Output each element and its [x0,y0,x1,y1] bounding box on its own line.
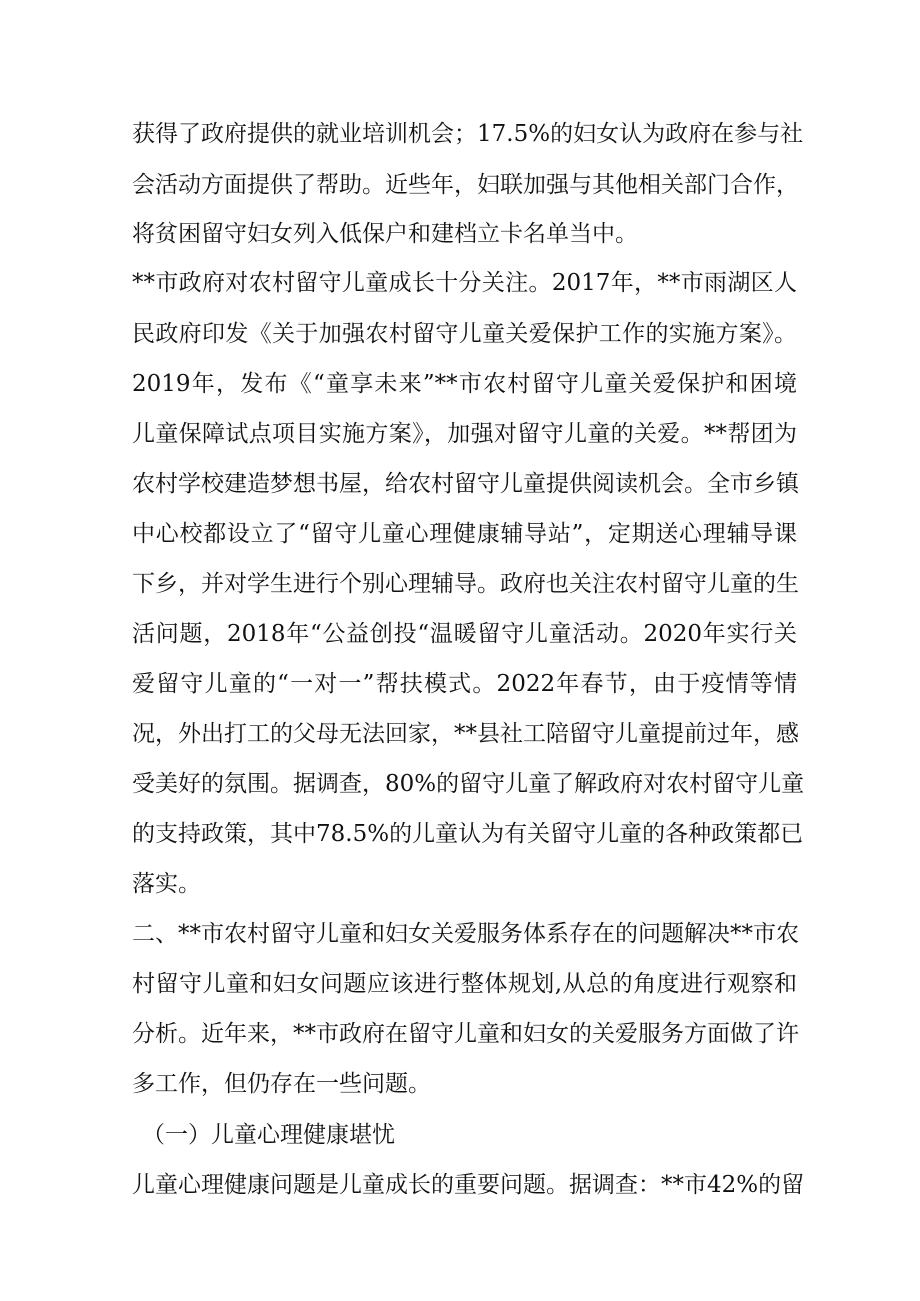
section-heading: （一）儿童心理健康堪忧 [142,1122,395,1148]
paragraph-line: 分析。近年来，**市政府在留守儿童和妇女的关爱服务方面做了许 [132,1021,799,1047]
paragraph-line: **市政府对农村留守儿童成长十分关注。2017年，**市雨湖区人 [132,270,797,296]
paragraph-line: 会活动方面提供了帮助。近些年，妇联加强与其他相关部门合作， [132,172,799,198]
paragraph-line: 落实。 [132,871,201,897]
paragraph-line: 将贫困留守妇女列入低保户和建档立卡名单当中。 [132,221,638,247]
paragraph-line: 况，外出打工的父母无法回家，**县社工陪留守儿童提前过年，感 [132,721,799,747]
paragraph-line: 获得了政府提供的就业培训机会；17.5%的妇女认为政府在参与社 [132,121,804,147]
paragraph-line: 爱留守儿童的“一对一”帮扶模式。2022年春节，由于疫情等情 [132,671,797,697]
paragraph-line: 活问题，2018年“公益创投“温暖留守儿童活动。2020年实行关 [132,621,797,647]
paragraph-line: 二、**市农村留守儿童和妇女关爱服务体系存在的问题解决**市农 [132,921,799,947]
paragraph-line: 的支持政策，其中78.5%的儿童认为有关留守儿童的各种政策都已 [132,821,804,847]
paragraph-line: 中心校都设立了“留守儿童心理健康辅导站”，定期送心理辅导课 [132,521,797,547]
paragraph-line: 农村学校建造梦想书屋，给农村留守儿童提供阅读机会。全市乡镇 [132,471,799,497]
paragraph-line: 儿童心理健康问题是儿童成长的重要问题。据调查：**市42%的留 [132,1172,805,1198]
paragraph-line: 下乡，并对学生进行个别心理辅导。政府也关注农村留守儿童的生 [132,571,799,597]
paragraph-line: 2019年，发布《“童享未来”**市农村留守儿童关爱保护和困境 [132,371,797,397]
paragraph-line: 民政府印发《关于加强农村留守儿童关爱保护工作的实施方案》。 [132,321,797,347]
paragraph-line: 村留守儿童和妇女问题应该进行整体规划,从总的角度进行观察和 [132,971,797,997]
paragraph-line: 多工作，但仍存在一些问题。 [132,1071,431,1097]
paragraph-line: 受美好的氛围。据调查，80%的留守儿童了解政府对农村留守儿童 [132,771,805,797]
paragraph-line: 儿童保障试点项目实施方案》，加强对留守儿童的关爱。**帮团为 [132,421,797,447]
